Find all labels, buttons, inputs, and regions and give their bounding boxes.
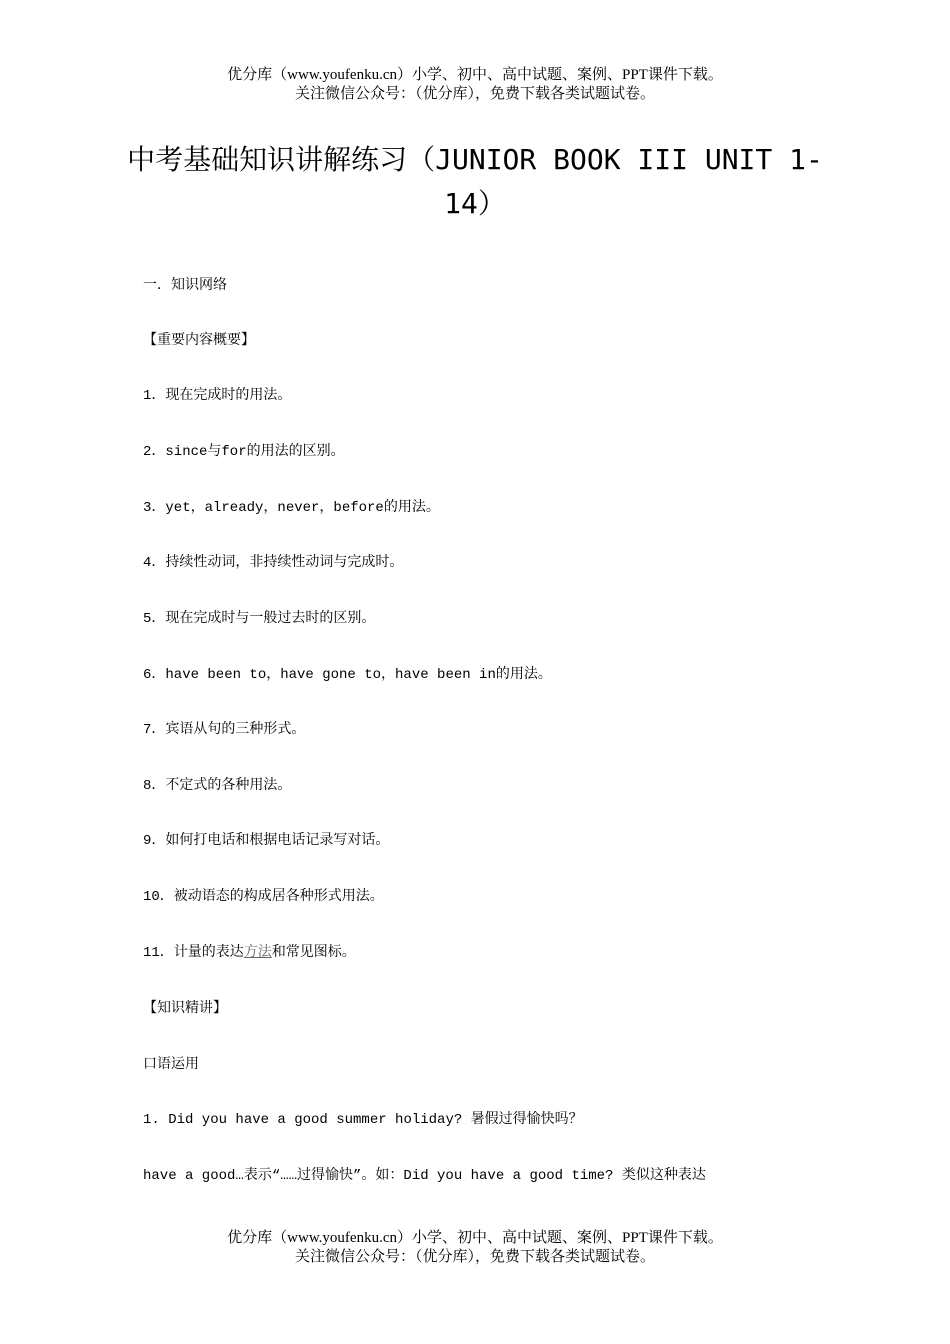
summary-heading: 【重要内容概要】 — [143, 332, 255, 348]
title-line-2: 14） — [444, 187, 506, 220]
page-footer — [0, 1229, 950, 1267]
summary-item-7: 7．宾语从句的三种形式。 — [143, 722, 306, 738]
section-heading-knowledge-network: 一．知识网络 — [143, 277, 227, 293]
title-line-1: 中考基础知识讲解练习（JUNIOR BOOK III UNIT 1- — [127, 143, 823, 176]
summary-item-10: 10．被动语态的构成居各种形式用法。 — [143, 889, 384, 905]
footer-line-1: 优分库（www.youfenku.cn）小学、初中、高中试题、案例、PPT课件下载。 — [227, 1230, 723, 1246]
summary-item-6: 6．have been to，have gone to，have been in的用法。 — [143, 667, 552, 683]
example-sentence-1: 1. Did you have a good summer holiday? 暑假过得愉快吗？ — [143, 1112, 583, 1128]
summary-item-3: 3．yet，already，never，before的用法。 — [143, 500, 440, 516]
explanation-1: have a good…表示“……过得愉快”。如：Did you have a good time? 类似这种表达 — [143, 1168, 706, 1184]
summary-item-4: 4．持续性动词，非持续性动词与完成时。 — [143, 555, 404, 571]
summary-item-8: 8．不定式的各种用法。 — [143, 778, 292, 794]
document-title — [120, 138, 830, 226]
summary-item-9: 9．如何打电话和根据电话记录写对话。 — [143, 833, 390, 849]
summary-item-2: 2．since与for的用法的区别。 — [143, 444, 345, 460]
summary-item-5: 5．现在完成时与一般过去时的区别。 — [143, 611, 376, 627]
item11-prefix: 11．计量的表达 — [143, 945, 244, 961]
header-line-2: 关注微信公众号：（优分库），免费下载各类试题试卷。 — [294, 86, 655, 102]
method-link[interactable]: 方法 — [243, 945, 272, 961]
oral-heading: 口语运用 — [143, 1056, 199, 1072]
summary-item-1: 1．现在完成时的用法。 — [143, 388, 292, 404]
summary-item-11 — [143, 943, 356, 963]
page-header — [0, 66, 950, 104]
footer-line-2: 关注微信公众号：（优分库），免费下载各类试题试卷。 — [294, 1249, 655, 1265]
header-line-1: 优分库（www.youfenku.cn）小学、初中、高中试题、案例、PPT课件下载。 — [227, 67, 723, 83]
item11-suffix: 和常见图标。 — [271, 945, 356, 961]
knowledge-heading: 【知识精讲】 — [143, 1000, 227, 1016]
